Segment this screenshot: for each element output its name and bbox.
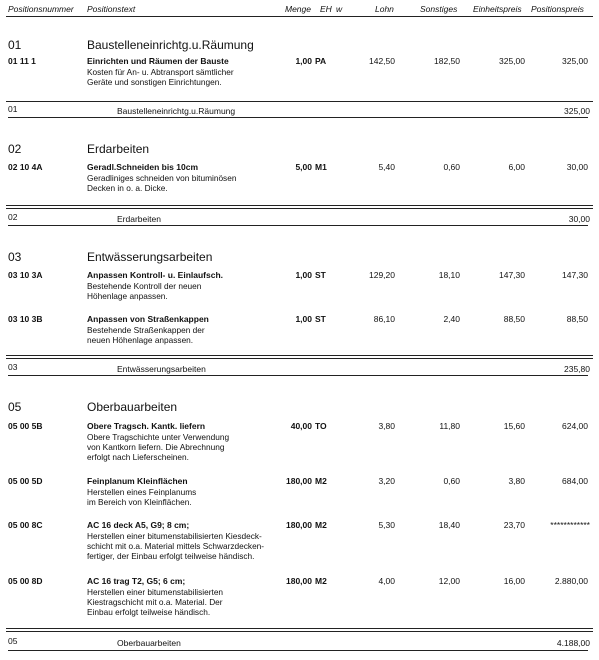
position-sonstiges: 0,60: [443, 162, 460, 172]
position-einheitspreis: 3,80: [508, 476, 525, 486]
position-positionspreis: 30,00: [566, 162, 588, 172]
position-number: 05 00 8D: [8, 576, 43, 586]
summary-title: Entwässerungsarbeiten: [117, 364, 206, 374]
summary-underline: [8, 650, 588, 651]
position-lohn: 4,00: [378, 576, 395, 586]
section-rule: [6, 631, 593, 632]
position-quantity: 1,00: [295, 270, 312, 280]
position-sonstiges: 18,10: [438, 270, 460, 280]
header-positionsnummer: Positionsnummer: [8, 4, 74, 14]
position-description: Herstellen einer bitumenstabilisierten Kiesdeck- schicht mit o.a. Material mittels Schwarzdecken- fertiger, der Einbau erfolgt teilweise händisch.: [87, 531, 265, 561]
position-sonstiges: 18,40: [438, 520, 460, 530]
position-number: 03 10 3A: [8, 270, 43, 280]
summary-underline: [8, 375, 588, 376]
section-rule: [6, 358, 593, 359]
section-rule: [6, 101, 593, 102]
position-positionspreis: 684,00: [562, 476, 588, 486]
summary-title: Oberbauarbeiten: [117, 638, 181, 648]
position-positionspreis: 88,50: [566, 314, 588, 324]
header-eh: EH: [320, 4, 332, 14]
position-title: Geradl.Schneiden bis 10cm: [87, 162, 199, 172]
position-einheitspreis: 16,00: [503, 576, 525, 586]
position-quantity: 1,00: [295, 314, 312, 324]
position-sonstiges: 12,00: [438, 576, 460, 586]
position-lohn: 142,50: [369, 56, 395, 66]
position-quantity: 1,00: [295, 56, 312, 66]
position-description: Geradliniges schneiden von bituminösen Decken in o. a. Dicke.: [87, 173, 237, 193]
position-lohn: 5,40: [378, 162, 395, 172]
summary-title: Baustelleneinrichtg.u.Räumung: [117, 106, 236, 116]
position-sonstiges: 0,60: [443, 476, 460, 486]
position-positionspreis: 2.880,00: [554, 576, 588, 586]
position-lohn: 3,80: [378, 421, 395, 431]
position-unit: TO: [315, 421, 327, 431]
summary-number: 05: [8, 636, 18, 646]
position-unit: M2: [315, 576, 327, 586]
position-quantity: 180,00: [286, 476, 312, 486]
position-number: 05 00 5D: [8, 476, 43, 486]
position-number: 05 00 8C: [8, 520, 43, 530]
position-einheitspreis: 15,60: [503, 421, 525, 431]
header-einheitspreis: Einheitspreis: [473, 4, 522, 14]
summary-number: 03: [8, 362, 18, 372]
position-lohn: 5,30: [378, 520, 395, 530]
position-unit: M2: [315, 520, 327, 530]
position-number: 02 10 4A: [8, 162, 43, 172]
position-description: Bestehende Straßenkappen der neuen Höhenlage anpassen.: [87, 325, 205, 345]
position-sonstiges: 182,50: [434, 56, 460, 66]
position-lohn: 86,10: [373, 314, 395, 324]
section-rule: [6, 628, 593, 629]
summary-total: 30,00: [568, 214, 590, 224]
position-unit: M2: [315, 476, 327, 486]
position-unit: PA: [315, 56, 327, 66]
position-title: Anpassen Kontroll- u. Einlaufsch.: [87, 270, 224, 280]
position-title: Anpassen von Straßenkappen: [87, 314, 209, 324]
position-description: Herstellen eines Feinplanums im Bereich von Kleinflächen.: [87, 487, 197, 507]
position-quantity: 180,00: [286, 576, 312, 586]
section-number: 01: [8, 38, 22, 52]
summary-underline: [8, 117, 588, 118]
header-w: w: [336, 4, 343, 14]
header-lohn: Lohn: [375, 4, 394, 14]
header-sonstiges: Sonstiges: [420, 4, 458, 14]
summary-number: 02: [8, 212, 18, 222]
section-number: 02: [8, 142, 22, 156]
summary-total: 235,80: [564, 364, 590, 374]
section-number: 03: [8, 250, 22, 264]
section-title: Entwässerungsarbeiten: [87, 250, 213, 264]
section-title: Baustelleneinrichtg.u.Räumung: [87, 38, 254, 52]
section-rule: [6, 205, 593, 206]
section-title: Erdarbeiten: [87, 142, 150, 156]
position-number: 01 11 1: [8, 56, 36, 66]
position-number: 05 00 5B: [8, 421, 43, 431]
position-title: AC 16 deck A5, G9; 8 cm;: [87, 520, 190, 530]
position-number: 03 10 3B: [8, 314, 43, 324]
section-number: 05: [8, 400, 22, 414]
position-description: Kosten für An- u. Abtransport sämtlicher Geräte und sonstigen Einrichtungen.: [87, 67, 234, 87]
position-einheitspreis: 147,30: [499, 270, 525, 280]
position-unit: ST: [315, 270, 326, 280]
position-lohn: 3,20: [378, 476, 395, 486]
position-positionspreis: 624,00: [562, 421, 588, 431]
position-description: Herstellen einer bitumenstabilisierten Kiestragschicht mit o.a. Material. Der Einbau erfolgt teilweise händisch.: [87, 587, 224, 617]
header-positionspreis: Positionspreis: [531, 4, 584, 14]
position-sonstiges: 11,80: [439, 421, 460, 431]
position-einheitspreis: 6,00: [508, 162, 525, 172]
header-positionstext: Positionstext: [87, 4, 136, 14]
position-description: Bestehende Kontroll der neuen Höhenlage anpassen.: [87, 281, 202, 301]
position-sonstiges: 2,40: [443, 314, 460, 324]
summary-total: 4.188,00: [556, 638, 590, 648]
position-quantity: 180,00: [286, 520, 312, 530]
position-unit: ST: [315, 314, 326, 324]
position-einheitspreis: 325,00: [499, 56, 525, 66]
position-description: Obere Tragschichte unter Verwendung von Kantkorn liefern. Die Abrechnung erfolgt nach Lieferscheinen.: [87, 432, 230, 462]
summary-underline: [8, 225, 588, 226]
position-quantity: 40,00: [290, 421, 312, 431]
position-title: Obere Tragsch. Kantk. liefern: [87, 421, 206, 431]
position-title: Feinplanum Kleinflächen: [87, 476, 188, 486]
header-rule: [6, 16, 593, 17]
position-positionspreis: 325,00: [562, 56, 588, 66]
position-lohn: 129,20: [369, 270, 395, 280]
position-unit: M1: [315, 162, 327, 172]
section-title: Oberbauarbeiten: [87, 400, 178, 414]
header-menge: Menge: [285, 4, 311, 14]
position-einheitspreis: 23,70: [503, 520, 525, 530]
position-einheitspreis: 88,50: [503, 314, 525, 324]
position-title: AC 16 trag T2, G5; 6 cm;: [87, 576, 186, 586]
position-title: Einrichten und Räumen der Bauste: [87, 56, 229, 66]
summary-number: 01: [8, 104, 18, 114]
position-positionspreis: ************: [550, 520, 590, 530]
section-rule: [6, 208, 593, 209]
section-rule: [6, 355, 593, 356]
summary-title: Erdarbeiten: [117, 214, 161, 224]
summary-total: 325,00: [564, 106, 590, 116]
position-positionspreis: 147,30: [562, 270, 588, 280]
position-quantity: 5,00: [295, 162, 312, 172]
